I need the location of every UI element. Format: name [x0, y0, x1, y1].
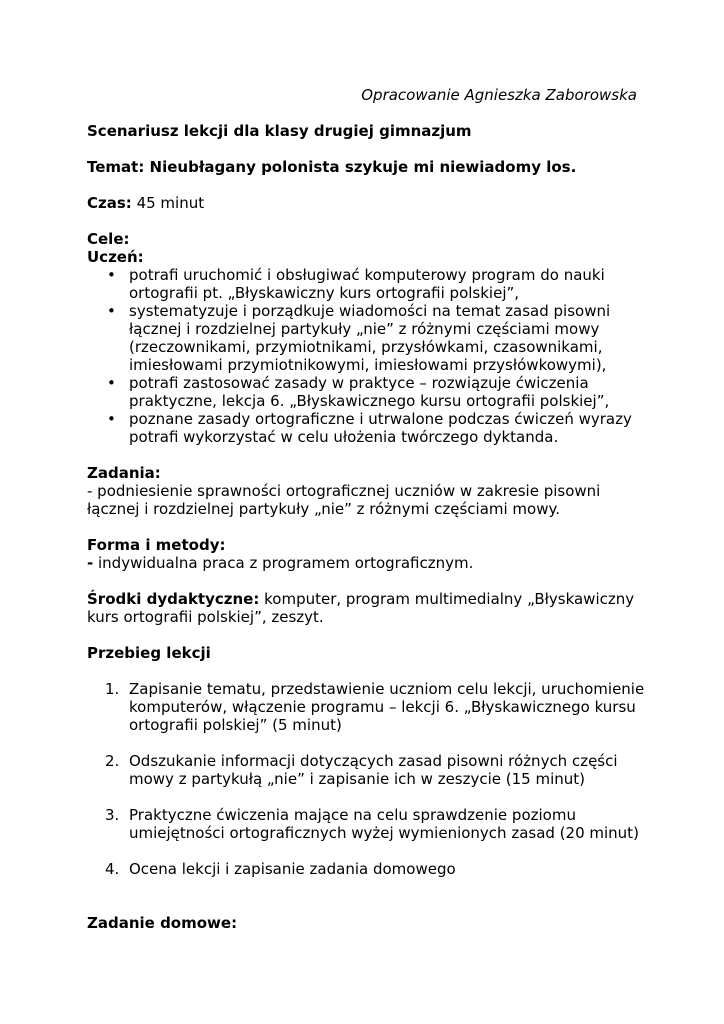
resources-text: komputer, program multimedialny „Błyskawiczny kurs ortografii polskiej”, zeszyt.	[87, 590, 635, 626]
time-value: 45 minut	[136, 194, 205, 212]
goals-list	[87, 266, 647, 446]
lesson-steps	[87, 680, 647, 878]
lesson-topic: Temat: Nieubłagany polonista szykuje mi niewiadomy los.	[87, 158, 577, 176]
methods-dash: -	[87, 554, 94, 572]
lesson-step	[105, 680, 647, 734]
lesson-heading: Przebieg lekcji	[87, 644, 211, 662]
goal-item: • potrafi zastosować zasady w praktyce – rozwiązuje ćwiczenia praktyczne, lekcja 6. „Błyskawicznego kursu ortografii polskiej”,	[129, 374, 647, 410]
goal-item: • systematyzuje i porządkuje wiadomości na temat zasad pisowni łącznej i rozdzielnej partykuły „nie” z różnymi częściami mowy (rzeczownikami, przymiotnikami, przysłówkami, czasownikami, imiesłowami przymiotnikowymi, imiesłowami przysłówkowymi),	[129, 302, 647, 374]
methods-text	[87, 554, 647, 572]
step-number: 4.	[105, 860, 120, 878]
goals-heading: Cele:	[87, 230, 130, 248]
document-content	[87, 122, 647, 932]
step-number: 1.	[105, 680, 120, 698]
goal-item: • poznane zasady ortograficzne i utrwalone podczas ćwiczeń wyrazy potrafi wykorzystać w celu ułożenia twórczego dyktanda.	[129, 410, 647, 446]
step-number: 2.	[105, 752, 120, 770]
homework-heading: Zadanie domowe:	[87, 914, 238, 932]
methods-heading: Forma i metody:	[87, 536, 226, 554]
lesson-step	[105, 860, 647, 878]
tasks-text: - podniesienie sprawności ortograficznej uczniów w zakresie pisowni łącznej i rozdzielnej partykuły „nie” z różnymi częściami mowy.	[87, 482, 601, 518]
step-text: Odszukanie informacji dotyczących zasad pisowni różnych części mowy z partykułą „nie” i zapisanie ich w zeszycie (15 minut)	[129, 752, 618, 788]
scenario-title: Scenariusz lekcji dla klasy drugiej gimnazjum	[87, 122, 472, 140]
methods-value: indywidualna praca z programem ortograficznym.	[93, 554, 474, 572]
resources-label: Środki dydaktyczne:	[87, 590, 260, 608]
lesson-step	[105, 752, 647, 788]
tasks-heading: Zadania:	[87, 464, 161, 482]
step-text: Praktyczne ćwiczenia mające na celu sprawdzenie poziomu umiejętności ortograficznych wyżej wymienionych zasad (20 minut)	[129, 806, 639, 842]
resources	[87, 590, 647, 626]
goals-subheading: Uczeń:	[87, 248, 144, 266]
time-label: Czas:	[87, 194, 132, 212]
goal-item: • potrafi uruchomić i obsługiwać komputerowy program do nauki ortografii pt. „Błyskawiczny kurs ortografii polskiej”,	[129, 266, 647, 302]
lesson-time	[87, 194, 647, 212]
author-line: Opracowanie Agnieszka Zaborowska	[361, 86, 637, 104]
step-text: Ocena lekcji i zapisanie zadania domowego	[129, 860, 456, 878]
lesson-step	[105, 806, 647, 842]
step-text: Zapisanie tematu, przedstawienie uczniom celu lekcji, uruchomienie komputerów, włączenie programu – lekcji 6. „Błyskawicznego kursu ortografii polskiej” (5 minut)	[129, 680, 645, 734]
step-number: 3.	[105, 806, 120, 824]
